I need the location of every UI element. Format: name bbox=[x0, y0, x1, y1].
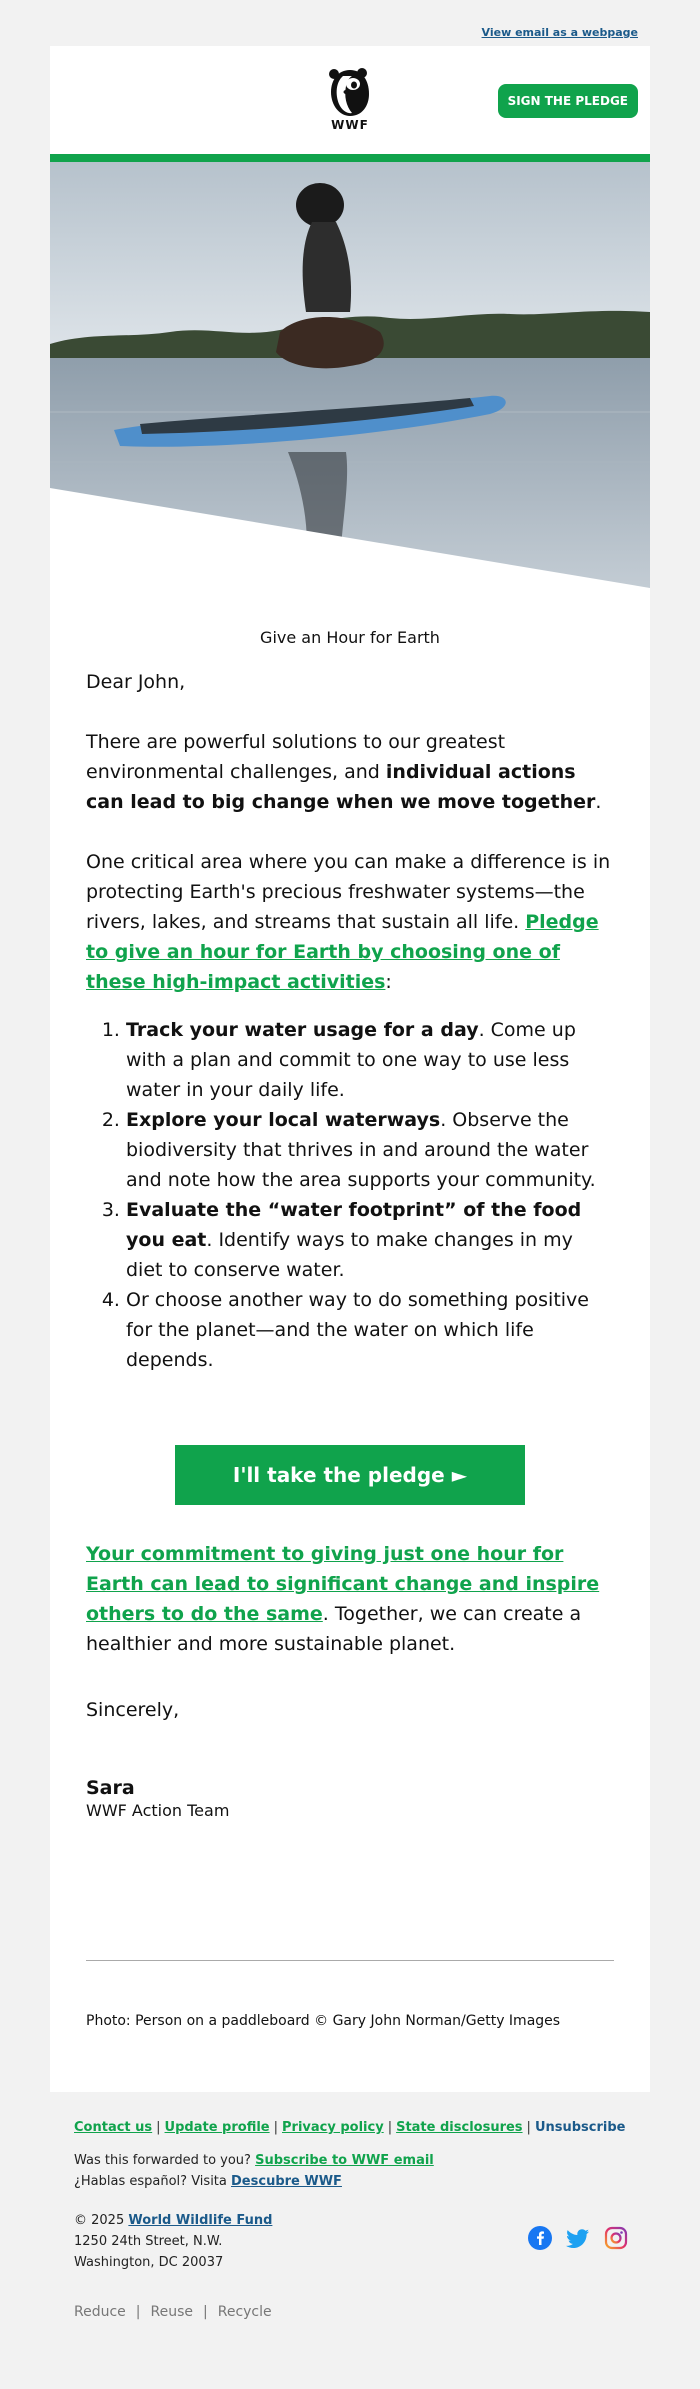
list-item-bold: Track your water usage for a day bbox=[126, 1019, 479, 1041]
signer-team: WWF Action Team bbox=[86, 1801, 230, 1820]
email-body bbox=[50, 628, 650, 2029]
wwf-wordmark: WWF bbox=[331, 118, 369, 132]
activities-list bbox=[86, 1015, 614, 1375]
email-card bbox=[50, 46, 650, 2092]
email-header bbox=[50, 46, 650, 154]
pledge-activities-link[interactable]: Pledge to give an hour for Earth by choosing one of these high-impact activities bbox=[86, 911, 599, 993]
freshwater-text: One critical area where you can make a difference is in protecting Earth's precious freshwater systems—the rivers, lakes, and streams that sustain all life. bbox=[86, 851, 611, 933]
intro-paragraph bbox=[86, 727, 614, 817]
list-item-text: . Observe the biodiversity that thrives in and around the water and note how the area supports your community. bbox=[126, 1109, 596, 1191]
intro-text: There are powerful solutions to our greatest environmental challenges, and bbox=[86, 731, 506, 783]
top-bar bbox=[0, 0, 700, 46]
photo-credit: Photo: Person on a paddleboard © Gary John Norman/Getty Images bbox=[86, 2013, 561, 2029]
green-divider-bar bbox=[50, 154, 650, 162]
contact-us-link[interactable]: Contact us bbox=[74, 2120, 153, 2135]
list-item-text: . Identify ways to make changes in my diet to conserve water. bbox=[126, 1229, 573, 1281]
list-item-text: Or choose another way to do something positive for the planet—and the water on which life depends. bbox=[126, 1289, 589, 1371]
freshwater-paragraph bbox=[86, 847, 614, 997]
spanish-line bbox=[74, 2174, 634, 2189]
subscribe-link[interactable]: Subscribe to WWF email bbox=[255, 2153, 434, 2168]
list-item bbox=[126, 1015, 614, 1105]
reduce-text: Reduce bbox=[74, 2304, 126, 2320]
copyright-text: © 2025 bbox=[74, 2213, 129, 2228]
list-item bbox=[126, 1195, 614, 1285]
reduce-reuse-recycle: Reduce | Reuse | Recycle bbox=[74, 2304, 272, 2320]
cta-wrapper bbox=[86, 1445, 614, 1505]
hero-image bbox=[50, 162, 650, 588]
email-subtitle: Give an Hour for Earth bbox=[260, 628, 440, 647]
signer-name: Sara bbox=[86, 1777, 135, 1799]
panda-icon bbox=[322, 68, 378, 118]
facebook-icon[interactable] bbox=[528, 2226, 552, 2250]
email-footer bbox=[74, 2120, 634, 2320]
twitter-icon[interactable] bbox=[566, 2226, 590, 2250]
footer-links: Contact us | Update profile | Privacy policy | State disclosures | Unsubscribe bbox=[74, 2120, 626, 2135]
list-item bbox=[126, 1105, 614, 1195]
take-pledge-button[interactable]: I'll take the pledge ► bbox=[175, 1445, 525, 1505]
commitment-paragraph bbox=[86, 1539, 614, 1659]
greeting: Dear John, bbox=[86, 671, 186, 693]
sign-pledge-button[interactable]: SIGN THE PLEDGE bbox=[498, 84, 638, 118]
view-webpage-link[interactable]: View email as a webpage bbox=[481, 26, 638, 39]
forwarded-line bbox=[74, 2153, 634, 2168]
wwf-link[interactable]: World Wildlife Fund bbox=[128, 2213, 273, 2228]
sign-off: Sincerely, bbox=[86, 1699, 180, 1721]
commitment-text: . Together, we can create a healthier and more sustainable planet. bbox=[86, 1603, 582, 1655]
commitment-link[interactable]: Your commitment to giving just one hour for Earth can lead to significant change and inspire others to do the same bbox=[86, 1543, 600, 1625]
address-line-2: Washington, DC 20037 bbox=[74, 2255, 224, 2270]
intro-end: . bbox=[595, 791, 602, 813]
content-divider bbox=[86, 1960, 614, 1961]
privacy-policy-link[interactable]: Privacy policy bbox=[282, 2120, 384, 2135]
social-icons bbox=[528, 2226, 628, 2250]
recycle-text: Recycle bbox=[217, 2304, 272, 2320]
forwarded-text: Was this forwarded to you? bbox=[74, 2153, 256, 2168]
instagram-icon[interactable] bbox=[604, 2226, 628, 2250]
address-line-1: 1250 24th Street, N.W. bbox=[74, 2234, 223, 2249]
spanish-text: ¿Hablas español? Visita bbox=[74, 2174, 232, 2189]
list-item-bold: Evaluate the “water footprint” of the food you eat bbox=[126, 1199, 582, 1251]
list-item-bold: Explore your local waterways bbox=[126, 1109, 441, 1131]
list-item-text: . Come up with a plan and commit to one way to use less water in your daily life. bbox=[126, 1019, 576, 1101]
intro-bold: individual actions can lead to big change when we move together bbox=[86, 761, 596, 813]
unsubscribe-link[interactable]: Unsubscribe bbox=[534, 2120, 626, 2135]
state-disclosures-link[interactable]: State disclosures bbox=[396, 2120, 523, 2135]
list-item bbox=[126, 1285, 614, 1375]
reuse-text: Reuse bbox=[150, 2304, 194, 2320]
update-profile-link[interactable]: Update profile bbox=[164, 2120, 270, 2135]
freshwater-end: : bbox=[385, 971, 392, 993]
wwf-logo[interactable] bbox=[322, 68, 378, 134]
descubre-wwf-link[interactable]: Descubre WWF bbox=[231, 2174, 342, 2189]
